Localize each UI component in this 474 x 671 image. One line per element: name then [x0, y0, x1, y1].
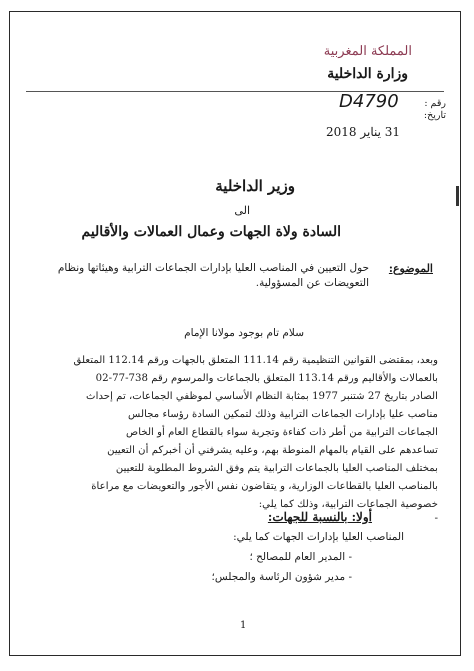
recipients: السادة ولاة الجهات وعمال العمالات والأقاليم: [81, 224, 341, 240]
body-line: بمختلف المناصب العليا بالجماعات الترابية يتم وفق الشروط المطلوبة للتعيين: [115, 463, 438, 474]
sender-title: وزير الداخلية: [215, 177, 295, 195]
body-line: تساعدهم على القيام بالمهام المنوطة بهم، وعليه يشرفني أن أخبركم أن التعيين: [107, 445, 438, 456]
section-title-prefix: أولا: [356, 510, 372, 524]
reference-number: D4790: [339, 91, 399, 112]
list-item-1: - المدير العام للمصالح ؛: [249, 551, 352, 563]
body-line: خصوصية الجماعات الترابية، وذلك كما يلي:: [258, 499, 438, 510]
number-label: رقم :: [424, 98, 446, 109]
body-line: الجماعات الترابية من أطر ذات كفاءة وتجربة سواء بالقطاع العام أو الخاص: [125, 427, 438, 438]
date-label: تاريخ:: [423, 110, 446, 121]
section-title: [268, 510, 372, 524]
body-line: بالعمالات والأقاليم ورقم 113.14 المتعلق بالجماعات والمرسوم رقم 738-77-02: [95, 373, 438, 384]
body-line: وبعد، بمقتضى القوانين التنظيمية رقم 111.14 المتعلق بالجهات ورقم 112.14 المتعلق: [73, 355, 438, 366]
subject-label: الموضوع:: [388, 262, 433, 275]
kingdom-name: المملكة المغربية: [323, 44, 412, 59]
margin-mark: [456, 186, 459, 206]
body-line: بالمناصب العليا بالقطاعات الوزارية، و يتقاضون نفس الأجور والتعويضات مع مراعاة: [91, 481, 438, 492]
letter-date: 31 يناير 2018: [326, 125, 401, 139]
to-word: الى: [234, 204, 250, 217]
list-item-2: - مدير شؤون الرئاسة والمجلس؛: [211, 571, 352, 583]
page-number: 1: [240, 620, 247, 631]
section-dash: -: [434, 512, 438, 524]
ministry-name: وزارة الداخلية: [327, 66, 408, 82]
body-line: مناصب عليا بإدارات الجماعات الترابية وذلك لتمكين السادة رؤساء مجالس: [128, 409, 438, 420]
body-line: الصادر بتاريخ 27 شتنبر 1977 بمثابة النظام الأساسي لموظفي الجماعات، تم إحداث: [86, 391, 438, 402]
greeting: سلام تام بوجود مولانا الإمام: [184, 327, 304, 339]
section-title-text: : بالنسبة للجهات:: [267, 510, 357, 524]
subject-line-1: حول التعيين في المناصب العليا بإدارات الجماعات الترابية وهيئاتها ونظام: [57, 262, 369, 274]
items-intro: المناصب العليا بإدارات الجهات كما يلي:: [233, 531, 404, 543]
subject-line-2: التعويضات عن المسؤولية.: [255, 277, 369, 289]
